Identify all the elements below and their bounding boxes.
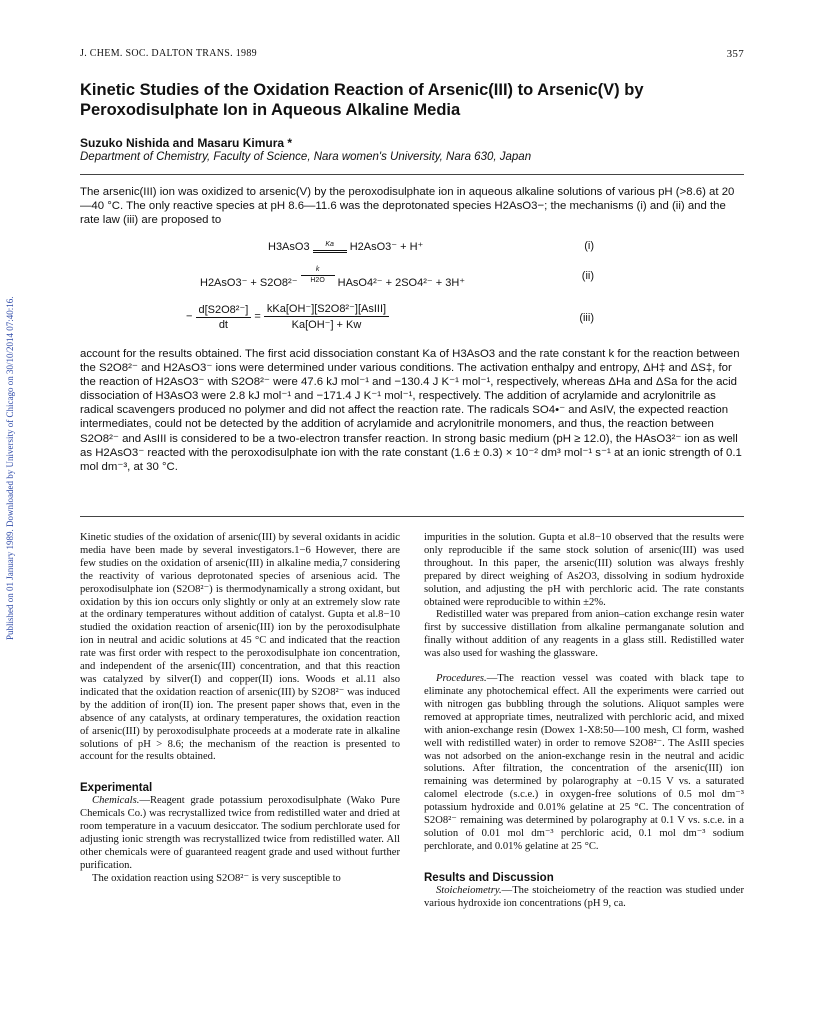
running-header <box>80 48 744 62</box>
water-paragraph: Redistilled water was prepared from anion–cation exchange resin water first by successive distillation from alkaline permanganate solution and finally without addition of any reagents in a glass still. Redistilled water was also used for washing the glassware. <box>424 609 744 660</box>
top-rule <box>80 174 744 175</box>
article-title: Kinetic Studies of the Oxidation Reaction of Arsenic(III) to Arsenic(V) by Peroxodisulphate Ion in Aqueous Alkaline Media <box>80 81 644 119</box>
right-column <box>424 532 744 910</box>
eq2-number: (ii) <box>581 270 594 282</box>
stoicheiometry-label: Stoicheiometry. <box>436 884 502 896</box>
eq3-lhs-numerator: d[S2O8²⁻] <box>196 303 252 318</box>
abstract-part-1: The arsenic(III) ion was oxidized to arsenic(V) by the peroxodisulphate ion in aqueous alkaline solutions of various pH (>8.6) at 20—40 °C. The only reactive species at pH 8.6—11.6 was the deprotonated species H2AsO3−; the mechanisms (i) and (ii) and the rate law (iii) are proposed to <box>80 186 735 227</box>
experimental-heading: Experimental <box>80 782 153 795</box>
eq3-rhs-numerator: kKa[OH⁻][S2O8²⁻][AsIII] <box>264 302 389 317</box>
left-column <box>80 532 400 886</box>
eq1-right: H2AsO3⁻ + H⁺ <box>349 241 424 253</box>
eq1-label: Ka <box>325 241 334 248</box>
eq2-label-bottom: H2O <box>310 277 325 284</box>
results-heading: Results and Discussion <box>424 871 554 884</box>
impurities-paragraph: impurities in the solution. Gupta et al.8−10 observed that the results were only reproducible if the same stock solution of arsenic(III) was used throughout. In this paper, the arsenic(III) solution was always freshly prepared by direct weighing of As2O3, dissolving in sodium hydroxide solution, and adjusting the pH with perchloric acid. The rate constants obtained were reproducible to within ±2%. <box>424 532 744 608</box>
eq2-right: HAsO4²⁻ + 2SO4²⁻ + 3H⁺ <box>337 277 466 289</box>
eq3-number: (iii) <box>579 312 594 324</box>
stoicheiometry-paragraph: —The stoicheiometry of the reaction was studied under various hydroxide ion concentrations (pH 9, ca. <box>424 884 744 909</box>
eq2-left: H2AsO3⁻ + S2O8²⁻ <box>200 277 298 289</box>
oxidation-paragraph: The oxidation reaction using S2O8²⁻ is very susceptible to <box>92 872 341 884</box>
procedures-paragraph: —The reaction vessel was coated with black tape to eliminate any photochemical effect. All the experiments were carried out with nitrogen gas bubbling through the solutions. Aliquot samples were removed at appropriate times, neutralized with perchloric acid, and mixed with anion-exchange resin (Dowex 1-X8:50—100 mesh, Cl form, washed well with redistilled water) in order to remove S2O8²⁻. The AsIII species was not adsorbed on the anion-exchange resin in the neutral and acidic solutions. After filtration, the concentration of the arsenic(III) ion remaining was determined by polarography at −0.15 V vs. a saturated calomel electrode (s.c.e.) in oxygen-free solutions of 0.5 mol dm⁻³ potassium hydroxide and 0.01% gelatine at 25 °C. The concentration of S2O8²⁻ remaining was determined by polarography at 0.1 V vs. s.c.e. in a solution of 0.01 mol dm⁻³ perchloric acid, 0.1 mol dm⁻³ sodium perchlorate, and 0.01% gelatine at 25 °C. <box>424 673 744 852</box>
equation-iii: − $\frac{\text{d[S2O8²⁻]}}{dt}$ = $\frac{\text{kKa[OH⁻][S2O8²⁻][AsIII]}}{Ka[OH^-] + Kw}$ (iii) <box>186 303 594 331</box>
equation-i <box>80 240 744 258</box>
eq3-rhs-denominator: Ka[OH⁻] + Kw <box>291 319 362 331</box>
page-number: 357 <box>726 48 744 60</box>
procedures-label: Procedures. <box>436 673 487 685</box>
eq1-left: H3AsO3 <box>268 241 310 253</box>
chemicals-label: Chemicals. <box>92 795 140 807</box>
eq2-label-top: k <box>315 266 320 273</box>
bottom-rule <box>80 516 744 517</box>
download-sidenote: Published on 01 January 1989. Downloaded by University of Chicago on 30/10/2014 07:40:16. <box>5 296 15 640</box>
eq3-lhs-denominator: dt <box>218 318 228 331</box>
chemicals-paragraph: —Reagent grade potassium peroxodisulphate (Wako Pure Chemicals Co.) was recrystallized twice from redistilled water and dried at room temperature in a vacuum desiccator. The sodium perchlorate used for adjusting ionic strength was recrystallized twice from redistilled water. All other chemicals were of guaranteed reagent grade and used without further purification. <box>80 795 400 871</box>
intro-paragraph: Kinetic studies of the oxidation of arsenic(III) by several oxidants in acidic media have been made by several investigators.1−6 However, there are few studies on the oxidation of arsenic(III) in alkaline media,7 considering the reactivity of various deprotonated species of arsenious acid. The peroxodisulphate ion (S2O8²⁻) is thermodynamically a strong oxidant, but oxidation by this ion occurs only slightly or only at an extremely slow rate at the ordinary temperatures without addition of catalyst. Gupta et al.8−10 studied the oxidation reaction of arsenic(III) ion by the peroxodisulphate ion in neutral and acidic solutions at 45 °C and indicated that the reaction rate was first order with respect to the peroxodisulphate ion concentration, and independent of the arsenic(III) concentration, and that this reaction was catalyzed by silver(I) and copper(II) ions. Woods et al.11 also indicated that the oxidation reaction of arsenic(III) by S2O8²⁻ was induced by the addition of iron(II) ion. The present paper shows that, even in the absence of any catalysts, at ordinary temperatures, the oxidation reaction of arsenic(III) by peroxodisulphate proceeds at a moderate rate in alkaline solutions of pH > 8.6; the mechanism of the reaction is presented to account for the results obtained. <box>80 532 400 763</box>
authors: Suzuko Nishida and Masaru Kimura * <box>80 136 293 150</box>
eq1-number: (i) <box>584 240 594 252</box>
affiliation: Department of Chemistry, Faculty of Science, Nara women's University, Nara 630, Japan <box>80 151 532 163</box>
journal-citation: J. CHEM. SOC. DALTON TRANS. 1989 <box>80 48 257 59</box>
abstract-part-2: account for the results obtained. The first acid dissociation constant Ka of H3AsO3 and the rate constant k for the reaction between the S2O8²⁻ and H2AsO3⁻ ions were determined under various conditions. The activation enthalpy and entropy, ΔH‡ and ΔS‡, for the reaction of H2AsO3⁻ with S2O8²⁻ were 47.6 kJ mol⁻¹ and −130.4 J K⁻¹ mol⁻¹, respectively, whereas ΔHa and ΔSa for the acid dissociation of H3AsO3 were 2.8 kJ mol⁻¹ and −171.4 J K⁻¹ mol⁻¹, respectively. The addition of acrylamide and acrylonitrile as radical scavengers produced no polymer and did not affect the reaction rate. The radicals SO4•⁻ and AsIV, the expected reaction intermediates, could not be detected by the addition of acrylamide and acrylonitrile monomers, and thus, the reaction between S2O8²⁻ and AsIII is considered to be a two-electron transfer reaction. In strong basic medium (pH ≥ 12.0), the HAsO3²⁻ ion as well as H2AsO3⁻ reacted with the peroxodisulphate ion with the rate constant (1.6 ± 0.3) × 10⁻² dm³ mol⁻¹ s⁻¹ at an ionic strength of 0.1 mol dm⁻³, at 30 °C. <box>80 348 742 473</box>
equation-ii <box>80 266 744 289</box>
